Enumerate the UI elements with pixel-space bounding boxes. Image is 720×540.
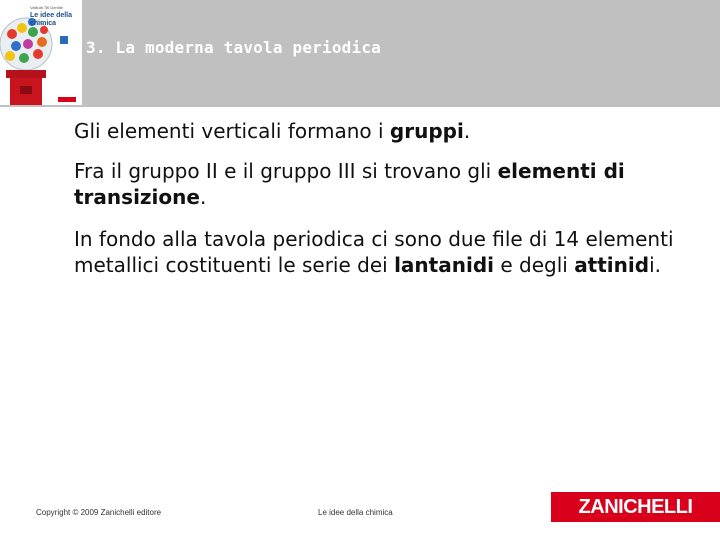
cover-title-line2: chimica <box>30 20 57 27</box>
text-span: e degli <box>494 253 575 277</box>
footer-copyright: Copyright © 2009 Zanichelli editore <box>36 508 162 517</box>
paragraph-transition <box>74 158 704 210</box>
text-span: Gli elementi verticali formano i <box>74 119 390 143</box>
term-transition-elements: elementi di transizione <box>74 159 625 209</box>
paragraph-groups <box>74 118 704 144</box>
paragraph-lanthanides <box>74 226 704 278</box>
text-span: In fondo alla tavola periodica ci sono due file di 14 elementi metallici costituenti le serie dei <box>74 227 674 277</box>
text-span: . <box>199 185 207 209</box>
header-bar <box>0 0 720 107</box>
term-gruppi: gruppi <box>389 119 464 143</box>
cover-tag <box>60 36 68 44</box>
book-cover-image <box>0 0 82 105</box>
cover-author: Valitutti Tifi Gentile <box>30 5 63 10</box>
slide-title: 3. La moderna tavola periodica <box>86 38 381 57</box>
footer-book-title: Le idee della chimica <box>318 508 393 517</box>
text-span: Fra il gruppo II e il gruppo III si trovano gli <box>74 159 498 183</box>
term-lantanidi: lantanidi <box>394 253 494 277</box>
text-span: . <box>463 119 471 143</box>
cover-text <box>30 4 78 28</box>
cover-badge <box>58 97 76 102</box>
cover-title-line1: Le idee della <box>30 12 73 19</box>
term-attinidi: attinid <box>574 253 650 277</box>
zanichelli-logo: ZANICHELLI <box>551 492 720 522</box>
text-span: i. <box>649 253 661 277</box>
slide-body <box>74 118 704 294</box>
